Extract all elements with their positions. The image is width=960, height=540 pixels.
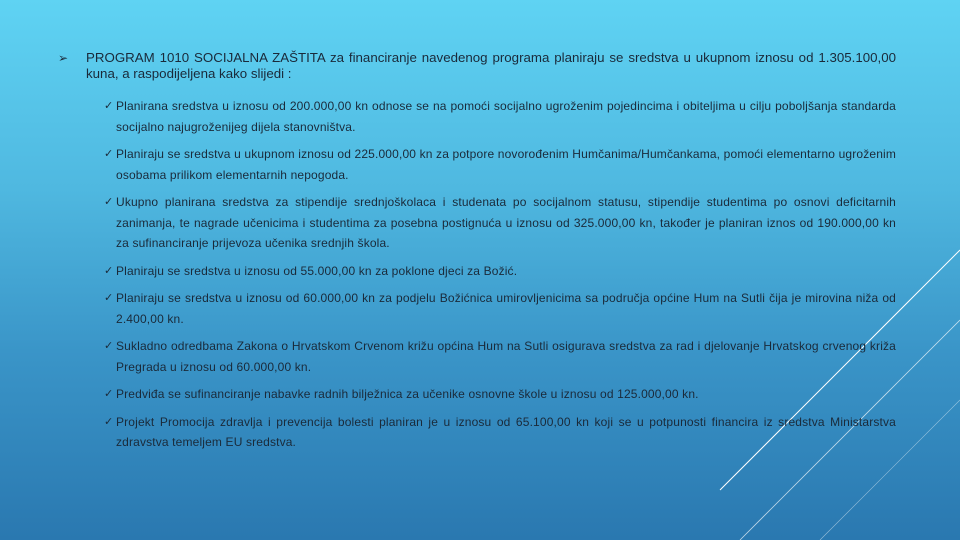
checkmark-icon: ✓ <box>104 148 114 160</box>
list-item-text: Predviđa se sufinanciranje nabavke radnih bilježnica za učenike osnovne škole u iznosu od 125.000,00 kn. <box>116 387 699 401</box>
list-item <box>104 336 896 377</box>
list-item <box>104 96 896 137</box>
list-item <box>104 288 896 329</box>
list-item <box>104 144 896 185</box>
checkmark-icon: ✓ <box>104 388 114 400</box>
list-item <box>104 412 896 453</box>
list-item <box>104 192 896 254</box>
list-item-text: Planiraju se sredstva u ukupnom iznosu od 225.000,00 kn za potpore novorođenim Humčanima/Humčankama, pomoći elementarno ugroženim osobama prilikom elementarnih nepogoda. <box>116 147 896 182</box>
checkmark-icon: ✓ <box>104 292 114 304</box>
list-item-text: Planirana sredstva u iznosu od 200.000,00 kn odnose se na pomoći socijalno ugroženim pojedincima i obiteljima u cilju poboljšanja standarda socijalno najugroženijeg dijela stanovništva. <box>116 99 896 134</box>
checkmark-icon: ✓ <box>104 415 114 428</box>
list-item-text: Ukupno planirana sredstva za stipendije srednjoškolaca i studenata po socijalnom statusu, stipendije studentima po osnovi deficitarnih zanimanja, te nagrade učenicima i studentima za posebna postignuća u iznosu od 325.000,00 kn, također je planiran iznos od 190.000,00 kn za sufinanciranje prijevoza učenika srednjih škola. <box>116 195 896 250</box>
checkmark-icon: ✓ <box>104 340 114 352</box>
checkmark-icon: ✓ <box>104 264 114 277</box>
main-bullet-text: PROGRAM 1010 SOCIJALNA ZAŠTITA za financiranje navedenog programa planiraju se sredstva u ukupnom iznosu od 1.305.100,00 kuna, a raspodijeljena kako slijedi : <box>86 50 896 81</box>
main-bullet-item <box>58 50 896 82</box>
sub-bullet-list <box>58 96 896 453</box>
list-item-text: Planiraju se sredstva u iznosu od 55.000,00 kn za poklone djeci za Božić. <box>116 263 518 278</box>
arrow-bullet-icon: ➢ <box>58 51 69 65</box>
checkmark-icon: ✓ <box>104 196 114 208</box>
list-item-text: Projekt Promocija zdravlja i prevencija bolesti planiran je u iznosu od 65.100,00 kn koji se u potpunosti financira iz sredstva Ministarstva zdravstva temeljem EU sredstva. <box>116 414 896 449</box>
slide-content <box>58 50 896 460</box>
list-item-text: Planiraju se sredstva u iznosu od 60.000,00 kn za podjelu Božićnica umirovljenicima sa područja općine Hum na Sutli čija je mirovina niža od 2.400,00 kn. <box>116 291 896 326</box>
list-item-text: Sukladno odredbama Zakona o Hrvatskom Crvenom križu općina Hum na Sutli osigurava sredstva za rad i djelovanje Hrvatskog crvenog križa Pregrada u iznosu od 60.000,00 kn. <box>116 339 896 374</box>
checkmark-icon: ✓ <box>104 100 114 112</box>
list-item <box>104 261 896 282</box>
list-item <box>104 384 896 405</box>
